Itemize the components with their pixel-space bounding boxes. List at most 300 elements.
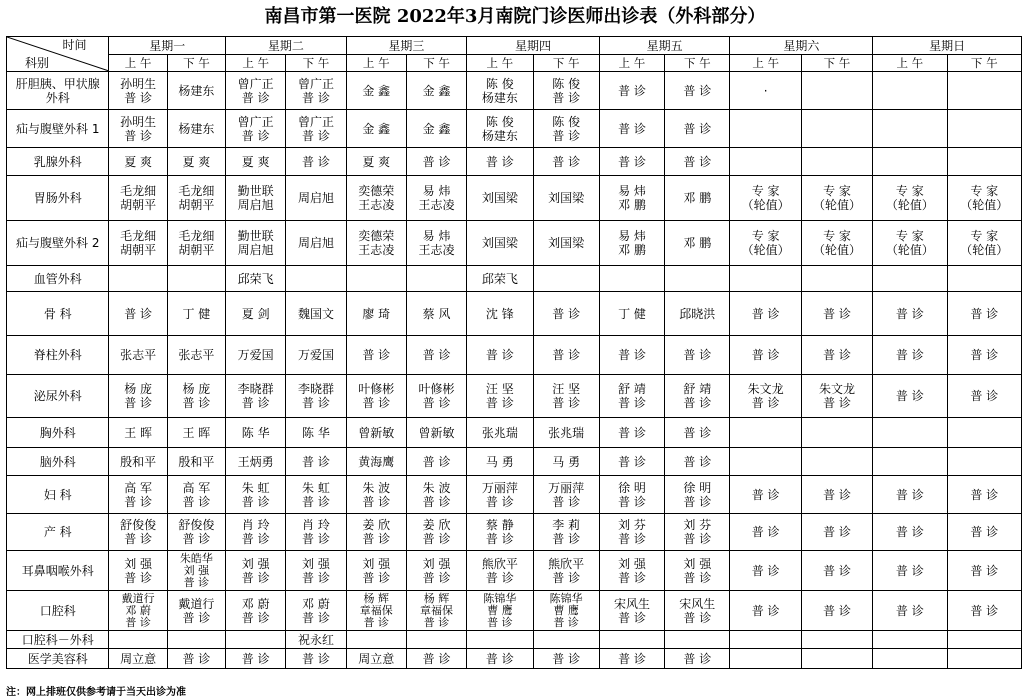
schedule-cell: 陈 俊 杨建东 — [467, 110, 533, 148]
schedule-cell: 普 诊 — [801, 551, 872, 591]
schedule-cell: 夏 爽 — [109, 148, 167, 176]
schedule-cell: 金 鑫 — [346, 72, 406, 110]
department-name: 口腔科－外科 — [7, 631, 109, 649]
schedule-cell: 普 诊 — [406, 448, 466, 476]
schedule-cell: 勤世联 周启旭 — [226, 176, 286, 221]
department-name: 口腔科 — [7, 591, 109, 631]
schedule-cell: 普 诊 — [533, 336, 599, 375]
schedule-cell — [406, 631, 466, 649]
schedule-cell: 杨 庞 普 诊 — [167, 375, 225, 418]
schedule-cell: 普 诊 — [873, 336, 947, 375]
table-row — [7, 476, 1022, 514]
schedule-cell: 曾新敏 — [346, 418, 406, 448]
day-header: 星期三 — [346, 37, 467, 55]
schedule-cell: 朱 波 普 诊 — [406, 476, 466, 514]
schedule-cell: 普 诊 — [801, 336, 872, 375]
schedule-cell: 刘 强 普 诊 — [346, 551, 406, 591]
schedule-cell: 黄海鹰 — [346, 448, 406, 476]
schedule-cell: 王 晖 — [109, 418, 167, 448]
schedule-cell — [665, 631, 730, 649]
schedule-cell: 普 诊 — [730, 591, 801, 631]
schedule-cell: 廖 琦 — [346, 292, 406, 336]
schedule-cell — [873, 266, 947, 292]
department-name: 乳腺外科 — [7, 148, 109, 176]
schedule-cell: 普 诊 — [873, 591, 947, 631]
schedule-cell: 专 家 （轮值） — [801, 221, 872, 266]
schedule-cell: 普 诊 — [730, 551, 801, 591]
schedule-cell — [801, 148, 872, 176]
schedule-cell: 戴道行 普 诊 — [167, 591, 225, 631]
schedule-cell: 邓 鹏 — [665, 176, 730, 221]
schedule-cell — [801, 649, 872, 669]
schedule-cell: 普 诊 — [947, 375, 1021, 418]
table-row — [7, 336, 1022, 375]
schedule-cell: 普 诊 — [665, 148, 730, 176]
header-ampm-row — [7, 55, 1022, 72]
schedule-cell — [873, 631, 947, 649]
schedule-cell: 易 炜 邓 鹏 — [599, 176, 664, 221]
schedule-cell: 马 勇 — [467, 448, 533, 476]
schedule-cell: 陈 华 — [286, 418, 346, 448]
schedule-cell: 刘 强 普 诊 — [599, 551, 664, 591]
schedule-cell: 王 晖 — [167, 418, 225, 448]
pm-header: 下 午 — [167, 55, 225, 72]
schedule-cell: 普 诊 — [286, 148, 346, 176]
schedule-cell — [730, 148, 801, 176]
table-row — [7, 221, 1022, 266]
schedule-cell: 丁 健 — [599, 292, 664, 336]
table-row — [7, 176, 1022, 221]
schedule-cell: 张志平 — [167, 336, 225, 375]
schedule-cell: 肖 玲 普 诊 — [286, 514, 346, 551]
schedule-cell: 普 诊 — [730, 476, 801, 514]
table-row — [7, 375, 1022, 418]
schedule-cell: 普 诊 — [801, 292, 872, 336]
schedule-cell: 周立意 — [346, 649, 406, 669]
schedule-cell: 邱晓洪 — [665, 292, 730, 336]
table-row — [7, 418, 1022, 448]
schedule-cell: 姜 欣 普 诊 — [346, 514, 406, 551]
schedule-cell: 普 诊 — [599, 148, 664, 176]
schedule-cell: 朱文龙 普 诊 — [730, 375, 801, 418]
schedule-cell: 杨建东 — [167, 72, 225, 110]
table-row — [7, 649, 1022, 669]
schedule-cell: 李 莉 普 诊 — [533, 514, 599, 551]
schedule-cell: 普 诊 — [467, 336, 533, 375]
am-header: 上 午 — [873, 55, 947, 72]
schedule-cell: 邓 鹏 — [665, 221, 730, 266]
schedule-cell: 普 诊 — [873, 514, 947, 551]
schedule-cell: 普 诊 — [730, 514, 801, 551]
schedule-cell: 普 诊 — [346, 336, 406, 375]
schedule-cell: 丁 健 — [167, 292, 225, 336]
schedule-cell: 普 诊 — [286, 448, 346, 476]
schedule-cell: 马 勇 — [533, 448, 599, 476]
schedule-cell — [533, 266, 599, 292]
schedule-cell: 普 诊 — [947, 476, 1021, 514]
footnote: 注：网上排班仅供参考请于当天出诊为准 — [6, 687, 186, 698]
schedule-cell: 普 诊 — [947, 514, 1021, 551]
schedule-cell — [730, 448, 801, 476]
schedule-cell: 夏 剑 — [226, 292, 286, 336]
header-days-row — [7, 37, 1022, 55]
department-name: 疝与腹壁外科 2 — [7, 221, 109, 266]
pm-header: 下 午 — [801, 55, 872, 72]
department-name: 胸外科 — [7, 418, 109, 448]
schedule-cell: 毛龙细 胡朝平 — [109, 176, 167, 221]
schedule-cell: 普 诊 — [665, 110, 730, 148]
schedule-cell — [873, 110, 947, 148]
schedule-cell: 叶修彬 普 诊 — [346, 375, 406, 418]
department-name: 医学美容科 — [7, 649, 109, 669]
schedule-cell: 邱荣飞 — [226, 266, 286, 292]
schedule-cell — [947, 631, 1021, 649]
schedule-cell: 殷和平 — [109, 448, 167, 476]
schedule-cell — [947, 448, 1021, 476]
schedule-cell: 陈 俊 普 诊 — [533, 72, 599, 110]
schedule-cell: 普 诊 — [873, 292, 947, 336]
schedule-cell: 汪 坚 普 诊 — [467, 375, 533, 418]
schedule-cell: 舒俊俊 普 诊 — [167, 514, 225, 551]
schedule-cell: 汪 坚 普 诊 — [533, 375, 599, 418]
schedule-cell: · — [730, 72, 801, 110]
schedule-cell: 舒俊俊 普 诊 — [109, 514, 167, 551]
schedule-cell — [109, 266, 167, 292]
schedule-cell: 毛龙细 胡朝平 — [109, 221, 167, 266]
schedule-cell: 沈 锋 — [467, 292, 533, 336]
schedule-cell: 普 诊 — [406, 148, 466, 176]
am-header: 上 午 — [730, 55, 801, 72]
table-row — [7, 514, 1022, 551]
schedule-cell: 朱皓华 刘 强 普 诊 — [167, 551, 225, 591]
schedule-cell: 杨 辉 章福保 普 诊 — [406, 591, 466, 631]
schedule-cell — [947, 266, 1021, 292]
schedule-cell: 专 家 （轮值） — [947, 221, 1021, 266]
schedule-cell: 徐 明 普 诊 — [665, 476, 730, 514]
schedule-cell: 普 诊 — [801, 514, 872, 551]
schedule-cell: 普 诊 — [665, 72, 730, 110]
schedule-cell: 曾广正 普 诊 — [286, 72, 346, 110]
schedule-cell: 周立意 — [109, 649, 167, 669]
schedule-cell: 普 诊 — [533, 649, 599, 669]
schedule-cell — [801, 72, 872, 110]
schedule-cell: 易 炜 王志凌 — [406, 221, 466, 266]
schedule-cell — [801, 448, 872, 476]
schedule-cell: 李晓群 普 诊 — [226, 375, 286, 418]
schedule-cell: 普 诊 — [109, 292, 167, 336]
schedule-cell: 叶修彬 普 诊 — [406, 375, 466, 418]
schedule-cell: 普 诊 — [873, 375, 947, 418]
day-header: 星期五 — [599, 37, 730, 55]
schedule-cell: 杨 庞 普 诊 — [109, 375, 167, 418]
schedule-cell: 普 诊 — [599, 649, 664, 669]
schedule-cell — [730, 110, 801, 148]
table-row — [7, 72, 1022, 110]
schedule-cell: 万丽萍 普 诊 — [533, 476, 599, 514]
diagonal-line — [7, 37, 109, 71]
schedule-cell — [873, 448, 947, 476]
schedule-cell: 普 诊 — [730, 292, 801, 336]
schedule-cell: 普 诊 — [406, 649, 466, 669]
pm-header: 下 午 — [533, 55, 599, 72]
schedule-cell: 刘国梁 — [533, 176, 599, 221]
schedule-cell: 夏 爽 — [226, 148, 286, 176]
schedule-cell: 普 诊 — [533, 148, 599, 176]
schedule-cell: 徐 明 普 诊 — [599, 476, 664, 514]
header-corner — [7, 37, 109, 72]
schedule-cell: 朱 虹 普 诊 — [226, 476, 286, 514]
schedule-cell: 孙明生 普 诊 — [109, 110, 167, 148]
schedule-cell: 祝永红 — [286, 631, 346, 649]
schedule-cell — [167, 631, 225, 649]
schedule-cell: 普 诊 — [873, 476, 947, 514]
schedule-cell: 普 诊 — [730, 336, 801, 375]
table-row — [7, 448, 1022, 476]
schedule-cell: 李晓群 普 诊 — [286, 375, 346, 418]
day-header: 星期日 — [873, 37, 1022, 55]
schedule-cell: 魏国文 — [286, 292, 346, 336]
schedule-cell: 刘 芬 普 诊 — [665, 514, 730, 551]
schedule-cell: 陈 华 — [226, 418, 286, 448]
department-name: 血管外科 — [7, 266, 109, 292]
schedule-cell: 普 诊 — [226, 649, 286, 669]
schedule-cell: 普 诊 — [467, 148, 533, 176]
schedule-cell: 刘 芬 普 诊 — [599, 514, 664, 551]
schedule-cell — [947, 148, 1021, 176]
schedule-table — [6, 36, 1022, 669]
schedule-cell — [346, 631, 406, 649]
am-header: 上 午 — [109, 55, 167, 72]
schedule-cell: 金 鑫 — [406, 110, 466, 148]
schedule-cell: 毛龙细 胡朝平 — [167, 176, 225, 221]
schedule-cell — [801, 418, 872, 448]
department-name: 骨 科 — [7, 292, 109, 336]
schedule-cell: 朱 虹 普 诊 — [286, 476, 346, 514]
table-row — [7, 266, 1022, 292]
schedule-cell: 专 家 （轮值） — [873, 221, 947, 266]
schedule-cell — [730, 418, 801, 448]
schedule-cell: 宋风生 普 诊 — [665, 591, 730, 631]
schedule-cell: 刘国梁 — [467, 176, 533, 221]
schedule-cell: 周启旭 — [286, 176, 346, 221]
department-name: 肝胆胰、甲状腺 外科 — [7, 72, 109, 110]
am-header: 上 午 — [467, 55, 533, 72]
schedule-cell — [467, 631, 533, 649]
schedule-cell: 夏 爽 — [346, 148, 406, 176]
schedule-cell: 舒 靖 普 诊 — [665, 375, 730, 418]
schedule-cell — [167, 266, 225, 292]
schedule-cell: 普 诊 — [947, 551, 1021, 591]
schedule-cell: 普 诊 — [801, 591, 872, 631]
schedule-cell: 万丽萍 普 诊 — [467, 476, 533, 514]
schedule-cell — [286, 266, 346, 292]
schedule-cell: 普 诊 — [467, 649, 533, 669]
pm-header: 下 午 — [665, 55, 730, 72]
department-name: 疝与腹壁外科 1 — [7, 110, 109, 148]
schedule-cell: 普 诊 — [599, 418, 664, 448]
schedule-cell: 普 诊 — [665, 649, 730, 669]
schedule-cell: 普 诊 — [947, 292, 1021, 336]
schedule-cell — [599, 266, 664, 292]
schedule-cell: 毛龙细 胡朝平 — [167, 221, 225, 266]
schedule-cell: 普 诊 — [599, 448, 664, 476]
schedule-cell: 奕德荣 王志凌 — [346, 176, 406, 221]
department-name: 泌尿外科 — [7, 375, 109, 418]
schedule-cell: 孙明生 普 诊 — [109, 72, 167, 110]
schedule-cell: 专 家 （轮值） — [801, 176, 872, 221]
day-header: 星期一 — [109, 37, 226, 55]
table-row — [7, 110, 1022, 148]
schedule-cell: 刘 强 普 诊 — [226, 551, 286, 591]
department-name: 妇 科 — [7, 476, 109, 514]
page-title: 南昌市第一医院 2022年3月南院门诊医师出诊表（外科部分） — [264, 6, 766, 27]
schedule-cell: 刘国梁 — [533, 221, 599, 266]
schedule-cell: 普 诊 — [873, 551, 947, 591]
schedule-cell: 戴道行 邓 蔚 普 诊 — [109, 591, 167, 631]
schedule-cell — [947, 110, 1021, 148]
schedule-cell: 曾新敏 — [406, 418, 466, 448]
schedule-cell: 普 诊 — [801, 476, 872, 514]
schedule-cell: 殷和平 — [167, 448, 225, 476]
schedule-cell: 专 家 （轮值） — [873, 176, 947, 221]
schedule-cell: 陈锦华 曹 鹰 普 诊 — [467, 591, 533, 631]
schedule-cell — [873, 418, 947, 448]
schedule-cell — [109, 631, 167, 649]
schedule-cell: 专 家 （轮值） — [730, 176, 801, 221]
am-header: 上 午 — [346, 55, 406, 72]
schedule-cell: 勤世联 周启旭 — [226, 221, 286, 266]
dept-label: 科别 — [25, 56, 50, 70]
schedule-cell: 普 诊 — [167, 649, 225, 669]
am-header: 上 午 — [599, 55, 664, 72]
schedule-cell: 刘 强 普 诊 — [286, 551, 346, 591]
schedule-cell — [873, 649, 947, 669]
schedule-cell: 曾广正 普 诊 — [226, 110, 286, 148]
schedule-cell: 曾广正 普 诊 — [286, 110, 346, 148]
schedule-cell: 普 诊 — [599, 72, 664, 110]
schedule-cell: 普 诊 — [947, 336, 1021, 375]
schedule-cell: 王炳勇 — [226, 448, 286, 476]
schedule-cell: 朱 波 普 诊 — [346, 476, 406, 514]
schedule-cell — [801, 266, 872, 292]
table-row — [7, 591, 1022, 631]
schedule-cell: 专 家 （轮值） — [730, 221, 801, 266]
schedule-cell: 专 家 （轮值） — [947, 176, 1021, 221]
table-row — [7, 551, 1022, 591]
pm-header: 下 午 — [286, 55, 346, 72]
schedule-cell — [947, 418, 1021, 448]
schedule-cell — [801, 110, 872, 148]
schedule-cell: 普 诊 — [406, 336, 466, 375]
schedule-cell: 邓 蔚 普 诊 — [226, 591, 286, 631]
schedule-cell: 普 诊 — [947, 591, 1021, 631]
schedule-cell: 万爱国 — [286, 336, 346, 375]
schedule-cell — [406, 266, 466, 292]
table-row — [7, 292, 1022, 336]
schedule-cell: 刘国梁 — [467, 221, 533, 266]
schedule-cell: 杨建东 — [167, 110, 225, 148]
department-name: 耳鼻咽喉外科 — [7, 551, 109, 591]
schedule-cell — [873, 148, 947, 176]
schedule-cell — [346, 266, 406, 292]
schedule-cell — [226, 631, 286, 649]
schedule-cell: 朱文龙 普 诊 — [801, 375, 872, 418]
schedule-cell — [533, 631, 599, 649]
schedule-cell — [947, 72, 1021, 110]
schedule-cell: 夏 爽 — [167, 148, 225, 176]
schedule-cell: 邱荣飞 — [467, 266, 533, 292]
table-row — [7, 148, 1022, 176]
day-header: 星期六 — [730, 37, 873, 55]
schedule-cell — [801, 631, 872, 649]
schedule-cell: 邓 蔚 普 诊 — [286, 591, 346, 631]
schedule-cell: 万爱国 — [226, 336, 286, 375]
day-header: 星期四 — [467, 37, 600, 55]
day-header: 星期二 — [226, 37, 347, 55]
schedule-cell: 金 鑫 — [346, 110, 406, 148]
schedule-cell: 张兆瑞 — [467, 418, 533, 448]
schedule-cell: 宋风生 普 诊 — [599, 591, 664, 631]
schedule-cell: 曾广正 普 诊 — [226, 72, 286, 110]
schedule-cell: 周启旭 — [286, 221, 346, 266]
time-label: 时间 — [62, 38, 87, 52]
department-name: 胃肠外科 — [7, 176, 109, 221]
department-name: 脑外科 — [7, 448, 109, 476]
am-header: 上 午 — [226, 55, 286, 72]
schedule-cell: 姜 欣 普 诊 — [406, 514, 466, 551]
schedule-cell: 奕德荣 王志凌 — [346, 221, 406, 266]
pm-header: 下 午 — [406, 55, 466, 72]
schedule-cell: 易 炜 邓 鹏 — [599, 221, 664, 266]
department-name: 脊柱外科 — [7, 336, 109, 375]
schedule-cell: 普 诊 — [665, 336, 730, 375]
schedule-cell: 蔡 静 普 诊 — [467, 514, 533, 551]
schedule-cell — [730, 649, 801, 669]
schedule-cell: 普 诊 — [665, 418, 730, 448]
schedule-cell: 刘 强 普 诊 — [406, 551, 466, 591]
schedule-cell: 高 军 普 诊 — [109, 476, 167, 514]
schedule-cell: 蔡 风 — [406, 292, 466, 336]
schedule-cell — [599, 631, 664, 649]
schedule-cell: 熊欣平 普 诊 — [467, 551, 533, 591]
schedule-cell: 张兆瑞 — [533, 418, 599, 448]
schedule-cell — [730, 631, 801, 649]
schedule-cell: 普 诊 — [286, 649, 346, 669]
pm-header: 下 午 — [947, 55, 1021, 72]
schedule-cell: 陈 俊 杨建东 — [467, 72, 533, 110]
schedule-cell: 陈 俊 普 诊 — [533, 110, 599, 148]
schedule-cell: 易 炜 王志凌 — [406, 176, 466, 221]
schedule-cell: 普 诊 — [533, 292, 599, 336]
table-row — [7, 631, 1022, 649]
schedule-cell: 杨 辉 章福保 普 诊 — [346, 591, 406, 631]
schedule-cell: 高 军 普 诊 — [167, 476, 225, 514]
schedule-cell: 肖 玲 普 诊 — [226, 514, 286, 551]
schedule-cell: 普 诊 — [599, 110, 664, 148]
schedule-cell: 普 诊 — [665, 448, 730, 476]
schedule-cell: 张志平 — [109, 336, 167, 375]
schedule-cell — [665, 266, 730, 292]
schedule-cell — [873, 72, 947, 110]
schedule-cell: 熊欣平 普 诊 — [533, 551, 599, 591]
schedule-cell: 金 鑫 — [406, 72, 466, 110]
schedule-cell: 普 诊 — [599, 336, 664, 375]
department-name: 产 科 — [7, 514, 109, 551]
schedule-cell — [730, 266, 801, 292]
schedule-cell: 刘 强 普 诊 — [109, 551, 167, 591]
schedule-cell: 陈锦华 曹 鹰 普 诊 — [533, 591, 599, 631]
schedule-cell: 刘 强 普 诊 — [665, 551, 730, 591]
